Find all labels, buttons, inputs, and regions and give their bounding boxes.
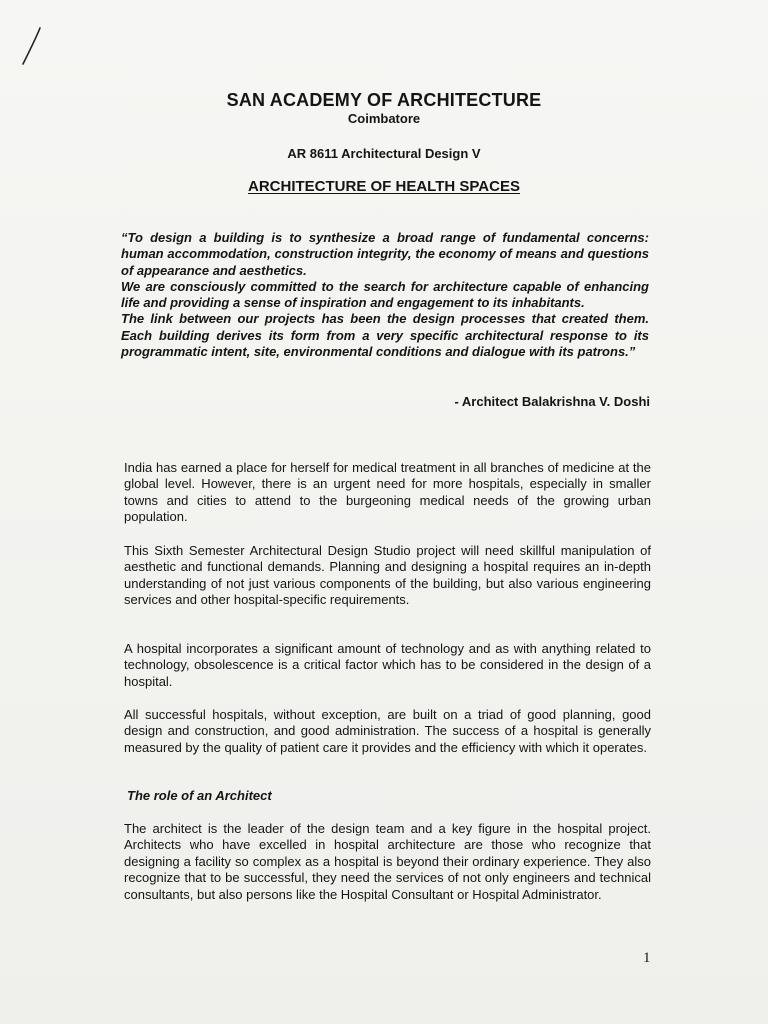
page-number: 1 xyxy=(643,950,651,966)
body-paragraph xyxy=(124,821,651,903)
quote-paragraph: The link between our projects has been the design processes that created them. Each building derives its form from a very specific architectural response to its programmatic intent, site, environmental conditions and dialogue with its patrons.” xyxy=(121,311,649,360)
body-paragraph xyxy=(124,707,651,756)
institution-city: Coimbatore xyxy=(347,111,421,126)
paragraph-text: A hospital incorporates a significant amount of technology and as with anything related to technology, obsolescence is a critical factor which has to be considered in the design of a hospital. xyxy=(124,641,651,689)
paragraph-text: All successful hospitals, without exception, are built on a triad of good planning, good design and construction, and good administration. The success of a hospital is generally measured by the quality of patient care it provides and the efficiency with which it operates. xyxy=(124,707,651,755)
paragraph-text: India has earned a place for herself for medical treatment in all branches of medicine at the global level. However, there is an urgent need for more hospitals, especially in smaller towns and cities to attend to the burgeoning medical needs of the growing urban population. xyxy=(124,460,651,525)
paragraph-text: The architect is the leader of the design team and a key figure in the hospital project. Architects who have excelled in hospital architecture are those who recognize that designing a facility so complex as a hospital is beyond their ordinary experience. They also recognize that to be successful, they need the services of not only engineers and technical consultants, but also persons like the Hospital Consultant or Hospital Administrator. xyxy=(124,821,651,902)
institution-name: SAN ACADEMY OF ARCHITECTURE xyxy=(226,90,542,110)
course-code: AR 8611 Architectural Design V xyxy=(287,146,481,161)
quote-paragraph: We are consciously committed to the search for architecture capable of enhancing life and providing a sense of inspiration and engagement to its inhabitants. xyxy=(121,278,649,311)
section-heading: The role of an Architect xyxy=(127,788,272,803)
body-paragraph xyxy=(124,460,651,526)
page-title: ARCHITECTURE OF HEALTH SPACES xyxy=(248,178,520,195)
quote-attribution: - Architect Balakrishna V. Doshi xyxy=(454,394,650,409)
epigraph-quote xyxy=(121,230,649,360)
quote-paragraph: “To design a building is to synthesize a broad range of fundamental concerns: human accommodation, construction integrity, the economy of means and questions of appearance and aesthetics. xyxy=(121,230,649,278)
body-paragraph xyxy=(124,543,651,609)
body-paragraph xyxy=(124,641,651,690)
pen-mark-icon xyxy=(18,22,58,72)
paragraph-text: This Sixth Semester Architectural Design Studio project will need skillful manipulation of aesthetic and functional demands. Planning and designing a hospital requires an in-depth understanding of not just various components of the building, but also various engineering services and other hospital-specific requirements. xyxy=(124,543,651,608)
